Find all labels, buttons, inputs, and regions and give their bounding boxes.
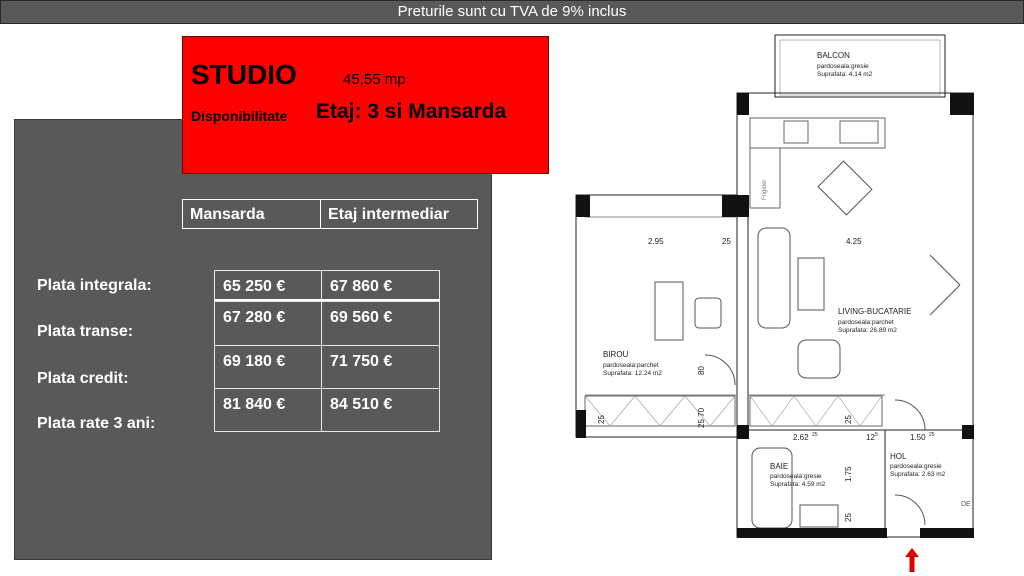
dimension-label: 25 bbox=[929, 432, 935, 438]
dimension-label: 25 bbox=[844, 513, 853, 522]
entrance-arrow-icon bbox=[905, 548, 919, 572]
row-label-transe: Plata transe: bbox=[37, 323, 134, 340]
dimension-label: 4.25 bbox=[846, 237, 862, 246]
dimension-label: 1.75 bbox=[844, 466, 853, 482]
price-cell: 65 250 € bbox=[214, 270, 322, 302]
dimension-label: 25 bbox=[722, 237, 731, 246]
unit-area: 45,55 mp bbox=[343, 71, 406, 88]
price-cell: 71 750 € bbox=[321, 345, 440, 389]
price-cell: 81 840 € bbox=[214, 388, 322, 432]
dimension-label: 2.62 bbox=[793, 433, 809, 442]
vat-note: Preturile sunt cu TVA de 9% inclus bbox=[397, 3, 627, 20]
title-box bbox=[182, 36, 549, 174]
vat-banner bbox=[0, 0, 1024, 24]
dimension-label: 2.95 bbox=[648, 237, 664, 246]
room-area: Suprafata: 2.63 m2 bbox=[890, 471, 946, 478]
dimension-label: 1.50 bbox=[910, 433, 926, 442]
fridge-label: Frigider bbox=[762, 179, 768, 200]
room-floor: pardoseala:gresie bbox=[817, 63, 869, 70]
room-area: Suprafata: 26.89 m2 bbox=[838, 327, 897, 334]
row-label-credit: Plata credit: bbox=[37, 370, 129, 387]
price-cell: 69 180 € bbox=[214, 345, 322, 389]
unit-type: STUDIO bbox=[191, 59, 297, 90]
dimension-label: 25 70 bbox=[697, 407, 706, 428]
dimension-label: 5 bbox=[875, 432, 878, 438]
room-area: Suprafata: 12.24 m2 bbox=[603, 370, 662, 377]
col-header-mansarda: Mansarda bbox=[182, 199, 321, 229]
dimension-label: 12 bbox=[866, 433, 875, 442]
dimension-label: 25 bbox=[812, 432, 818, 438]
dimension-label: 25 bbox=[844, 415, 853, 424]
row-label-integrala: Plata integrala: bbox=[37, 277, 152, 294]
room-name: BALCON bbox=[817, 51, 850, 60]
room-area: Suprafata: 4.59 m2 bbox=[770, 481, 826, 488]
room-floor: pardoseala:gresie bbox=[890, 463, 942, 470]
room-name: HOL bbox=[890, 452, 907, 461]
row-label-rate: Plata rate 3 ani: bbox=[37, 415, 156, 432]
price-cell: 67 860 € bbox=[321, 270, 440, 302]
dimension-label: 25 bbox=[597, 415, 606, 424]
room-area: Suprafata: 4.14 m2 bbox=[817, 71, 873, 78]
dimension-label: 80 bbox=[697, 366, 706, 375]
room-floor: pardoseala:parchet bbox=[603, 362, 659, 369]
availability-label: Disponibilitate bbox=[191, 108, 288, 124]
room-name: BAIE bbox=[770, 462, 789, 471]
price-cell: 67 280 € bbox=[214, 301, 322, 346]
col-header-etaj-intermediar: Etaj intermediar bbox=[320, 199, 478, 229]
cut-label: DE bbox=[961, 501, 971, 508]
price-cell: 69 560 € bbox=[321, 301, 440, 346]
room-floor: pardoseala:gresie bbox=[770, 473, 822, 480]
availability-value: Etaj: 3 si Mansarda bbox=[316, 100, 507, 123]
floor-plan bbox=[570, 32, 980, 548]
room-name: BIROU bbox=[603, 350, 629, 359]
room-floor: pardoseala:parchet bbox=[838, 319, 894, 326]
price-cell: 84 510 € bbox=[321, 388, 440, 432]
room-name: LIVING-BUCATARIE bbox=[838, 307, 912, 316]
